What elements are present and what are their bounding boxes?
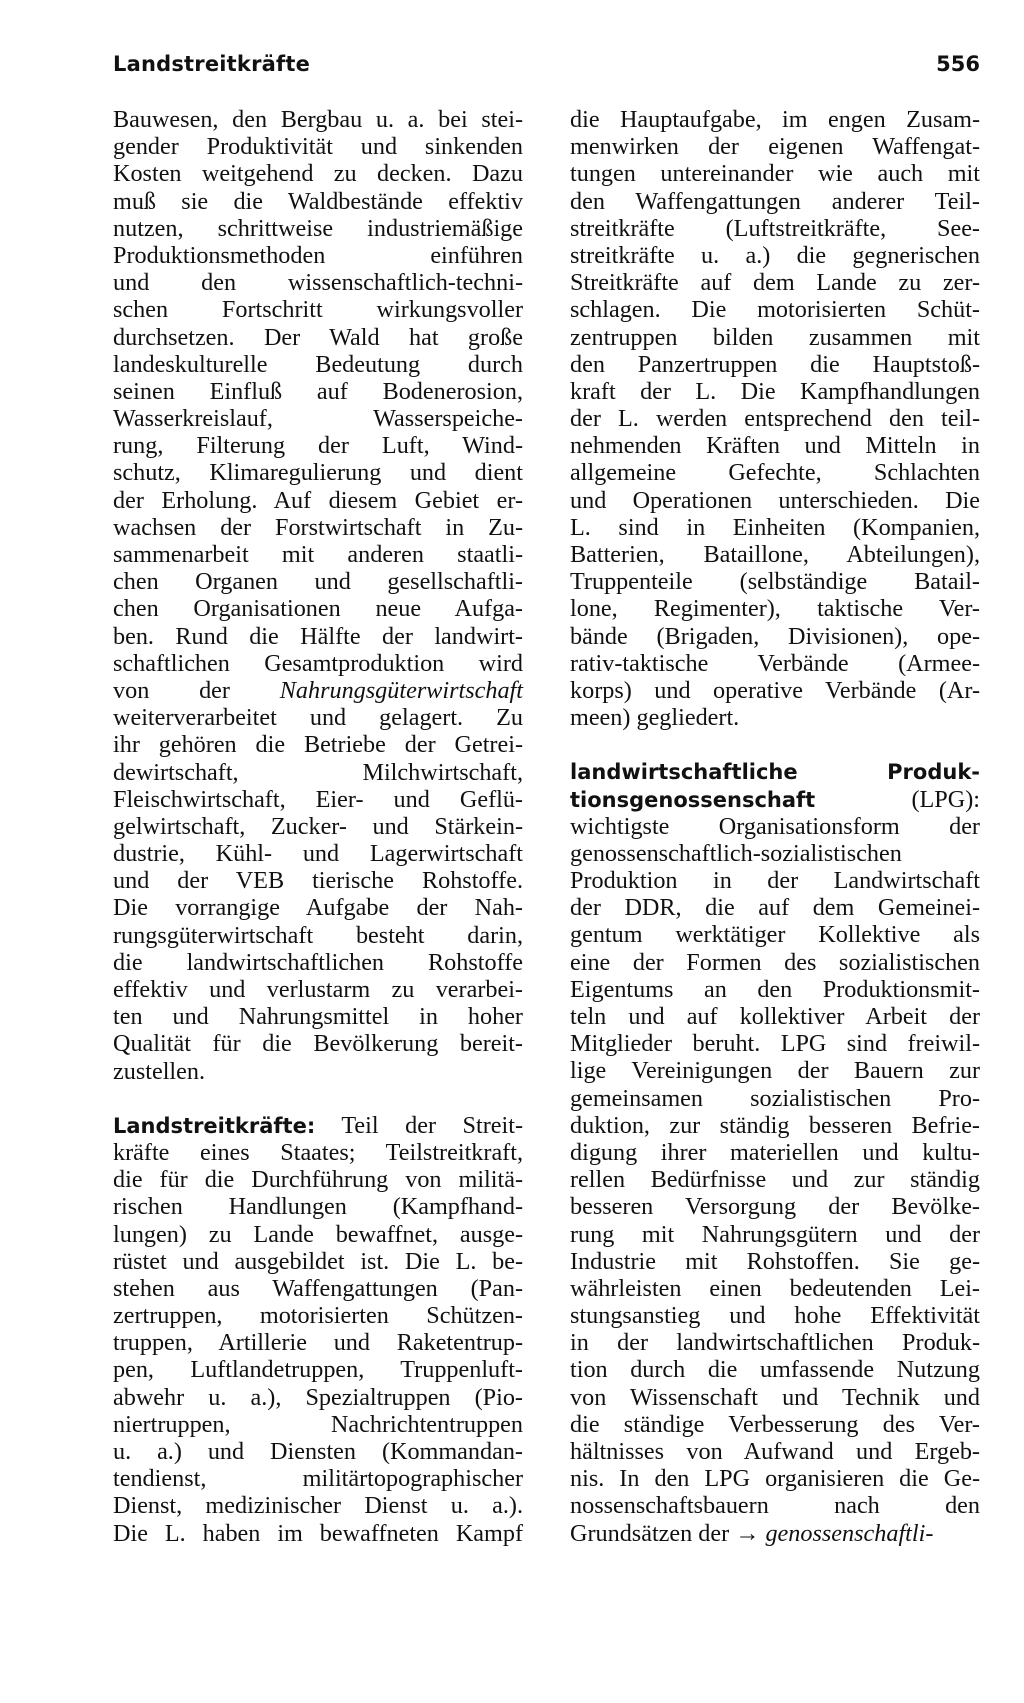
text-line: eine der Formen des sozialistischen bbox=[570, 948, 980, 976]
text-line: Truppenteile (selbständige Batail- bbox=[570, 568, 980, 596]
text-line: korps) und operative Verbände (Ar- bbox=[570, 676, 980, 704]
text-line: die ständige Verbesserung des Ver- bbox=[570, 1410, 980, 1438]
text-line: teln und auf kollektiver Arbeit der bbox=[570, 1003, 980, 1030]
text-block-landstreitkraefte-cont bbox=[570, 106, 980, 731]
text-line: rüstet und ausgebildet ist. Die L. be- bbox=[113, 1247, 523, 1275]
text-line: streitkräfte u. a.) die gegnerischen bbox=[570, 241, 980, 269]
text-line: meen) gegliedert. bbox=[570, 704, 740, 732]
text-line: nehmenden Kräften und Mitteln in bbox=[570, 432, 980, 460]
left-column bbox=[113, 106, 523, 1547]
text-line bbox=[570, 1520, 980, 1547]
text-line: sammenarbeit mit anderen staatli- bbox=[113, 541, 523, 568]
text-line: effektiv und verlustarm zu verarbei- bbox=[113, 976, 523, 1003]
running-head-title: Landstreitkräfte bbox=[113, 52, 311, 76]
text-line: Bauwesen, den Bergbau u. a. bei stei- bbox=[113, 106, 523, 133]
text-line: und den wissenschaftlich-techni- bbox=[113, 269, 523, 297]
text-line: dustrie, Kühl- und Lagerwirtschaft bbox=[113, 840, 523, 868]
text-line: stehen aus Waffengattungen (Pan- bbox=[113, 1274, 523, 1302]
text-line: dewirtschaft, Milchwirtschaft, bbox=[113, 758, 523, 786]
text-line: u. a.) und Diensten (Kommandan- bbox=[113, 1438, 523, 1465]
text-line: schaftlichen Gesamtproduktion wird bbox=[113, 649, 523, 677]
page-number: 556 bbox=[936, 52, 980, 76]
text-line: den Panzertruppen die Hauptstoß- bbox=[570, 350, 980, 378]
text-line: Wasserkreislauf, Wasserspeiche- bbox=[113, 405, 523, 433]
text-line: Batterien, Bataillone, Abteilungen), bbox=[570, 541, 980, 568]
text-line: Qualität für die Bevölkerung bereit- bbox=[113, 1030, 523, 1058]
text-line: genossenschaftlich-sozialistischen bbox=[570, 839, 902, 867]
text-line: kräfte eines Staates; Teilstreitkraft, bbox=[113, 1138, 523, 1166]
text-line: wichtigste Organisationsform der bbox=[570, 812, 980, 840]
text-line: nutzen, schrittweise industriemäßige bbox=[113, 214, 523, 242]
entry-first-line bbox=[113, 1112, 523, 1139]
cross-reference-term: Nahrungsgüterwirtschaft bbox=[279, 676, 523, 704]
text-line: wachsen der Forstwirtschaft in Zu- bbox=[113, 513, 523, 541]
cross-reference-term: genossenschaftli- bbox=[759, 1519, 934, 1547]
text-line: pen, Luftlandetruppen, Truppenluft- bbox=[113, 1356, 523, 1384]
text-line: menwirken der eigenen Waffengat- bbox=[570, 133, 980, 161]
text-line: hältnisses von Aufwand und Ergeb- bbox=[570, 1438, 980, 1465]
text-line: Mitglieder beruht. LPG sind freiwil- bbox=[570, 1030, 980, 1058]
text-line bbox=[113, 677, 523, 704]
text-line: tungen untereinander wie auch mit bbox=[570, 160, 980, 188]
text-line: der DDR, die auf dem Gemeinei- bbox=[570, 894, 980, 922]
text-line: ben. Rund die Hälfte der landwirt- bbox=[113, 622, 523, 650]
text-line: ten und Nahrungsmittel in hoher bbox=[113, 1003, 523, 1031]
text-block-forestry bbox=[113, 106, 523, 677]
text-line: Streitkräfte auf dem Lande zu zer- bbox=[570, 269, 980, 297]
text-line: durchsetzen. Der Wald hat große bbox=[113, 323, 523, 351]
text-line: truppen, Artillerie und Raketentrup- bbox=[113, 1329, 523, 1357]
text-line: kraft der L. Die Kampfhandlungen bbox=[570, 377, 980, 405]
text-line: zustellen. bbox=[113, 1057, 206, 1085]
text-line: und der VEB tierische Rohstoffe. bbox=[113, 867, 523, 895]
text-line: Die L. haben im bewaffneten Kampf bbox=[113, 1519, 523, 1547]
text-line: rungsgüterwirtschaft besteht darin, bbox=[113, 921, 523, 949]
text-line: die landwirtschaftlichen Rohstoffe bbox=[113, 948, 523, 976]
entry-headword-line bbox=[570, 786, 980, 813]
text-line: chen Organen und gesellschaftli- bbox=[113, 568, 523, 596]
text-line: die Hauptaufgabe, im engen Zusam- bbox=[570, 106, 980, 133]
text-block-landstreitkraefte bbox=[113, 1139, 523, 1547]
text-line: tion durch die umfassende Nutzung bbox=[570, 1356, 980, 1384]
text-line: der Erholung. Auf diesem Gebiet er- bbox=[113, 486, 523, 514]
text-line: duktion, zur ständig besseren Befrie- bbox=[570, 1111, 980, 1139]
text-line: lige Vereinigungen der Bauern zur bbox=[570, 1057, 980, 1085]
right-column bbox=[570, 106, 980, 1547]
text-line: streitkräfte (Luftstreitkräfte, See- bbox=[570, 214, 980, 242]
text-line: den Waffengattungen anderer Teil- bbox=[570, 187, 980, 215]
abbreviation: (LPG): bbox=[815, 785, 980, 813]
text-line: gelwirtschaft, Zucker- und Stärkein- bbox=[113, 812, 523, 840]
text-line: Produktion in der Landwirtschaft bbox=[570, 867, 980, 895]
text-line: lone, Regimenter), taktische Ver- bbox=[570, 595, 980, 623]
text-fragment: Grundsätzen der bbox=[570, 1519, 736, 1547]
text-line: nossenschaftsbauern nach den bbox=[570, 1492, 980, 1520]
text-line: digung ihrer materiellen und kultu- bbox=[570, 1138, 980, 1166]
text-line: und Operationen unterschieden. Die bbox=[570, 486, 980, 514]
text-line: rung mit Nahrungsgütern und der bbox=[570, 1220, 980, 1248]
text-line: Kosten weitgehend zu decken. Dazu bbox=[113, 160, 523, 188]
text-line: nis. In den LPG organisieren die Ge- bbox=[570, 1465, 980, 1493]
text-line: zertruppen, motorisierten Schützen- bbox=[113, 1302, 523, 1330]
text-line: besseren Versorgung der Bevölke- bbox=[570, 1193, 980, 1221]
text-fragment: von der bbox=[113, 676, 280, 704]
text-fragment: Teil der Streit- bbox=[315, 1111, 523, 1139]
text-line: rellen Bedürfnisse und zur ständig bbox=[570, 1166, 980, 1194]
text-line: bände (Brigaden, Divisionen), ope- bbox=[570, 622, 980, 650]
text-line: rischen Handlungen (Kampfhand- bbox=[113, 1193, 523, 1221]
text-line: Die vorrangige Aufgabe der Nah- bbox=[113, 894, 523, 922]
text-line: ihr gehören die Betriebe der Getrei- bbox=[113, 731, 523, 759]
text-line: gender Produktivität und sinkenden bbox=[113, 133, 523, 161]
text-line: stungsanstieg und hohe Effektivität bbox=[570, 1302, 980, 1330]
text-line: rativ-taktische Verbände (Armee- bbox=[570, 649, 980, 677]
arrow-icon: → bbox=[735, 1519, 760, 1547]
text-line: Dienst, medizinischer Dienst u. a.). bbox=[113, 1492, 523, 1520]
text-line: seinen Einfluß auf Bodenerosion, bbox=[113, 377, 523, 405]
text-line: gentum werktätiger Kollektive als bbox=[570, 921, 980, 949]
text-line: L. sind in Einheiten (Kompanien, bbox=[570, 513, 980, 541]
text-line: weiterverarbeitet und gelagert. Zu bbox=[113, 704, 523, 732]
text-line: allgemeine Gefechte, Schlachten bbox=[570, 459, 980, 487]
text-line: Produktionsmethoden einführen bbox=[113, 241, 523, 269]
text-line: rung, Filterung der Luft, Wind- bbox=[113, 432, 523, 460]
text-line: Industrie mit Rohstoffen. Sie ge- bbox=[570, 1247, 980, 1275]
text-line: schen Fortschritt wirkungsvoller bbox=[113, 296, 523, 324]
text-block-lpg bbox=[570, 813, 980, 1520]
text-line: Fleischwirtschaft, Eier- und Geflü- bbox=[113, 785, 523, 813]
text-line: chen Organisationen neue Aufga- bbox=[113, 595, 523, 623]
entry-headword-lpg-cont: tionsgenossenschaft bbox=[570, 787, 816, 812]
text-line: landeskulturelle Bedeutung durch bbox=[113, 350, 523, 378]
text-line: muß sie die Waldbestände effektiv bbox=[113, 187, 523, 215]
text-line: Eigentums an den Produktionsmit- bbox=[570, 975, 980, 1003]
text-line: abwehr u. a.), Spezialtruppen (Pio- bbox=[113, 1383, 523, 1411]
text-line: schutz, Klimaregulierung und dient bbox=[113, 459, 523, 487]
text-block-food-industry bbox=[113, 704, 523, 1085]
text-line: tendienst, militärtopographischer bbox=[113, 1465, 523, 1493]
entry-headword-lpg: landwirtschaftliche Produk- bbox=[570, 760, 980, 785]
text-line: schlagen. Die motorisierten Schüt- bbox=[570, 296, 980, 324]
text-line: lungen) zu Lande bewaffnet, ausge- bbox=[113, 1220, 523, 1248]
text-line: von Wissenschaft und Technik und bbox=[570, 1383, 980, 1411]
entry-headword-line bbox=[570, 758, 980, 785]
entry-headword-landstreitkraefte: Landstreitkräfte: bbox=[113, 1113, 316, 1138]
text-line: die für die Durchführung von militä- bbox=[113, 1166, 523, 1194]
text-line: währleisten einen bedeutenden Lei- bbox=[570, 1274, 980, 1302]
text-line: gemeinsamen sozialistischen Pro- bbox=[570, 1084, 980, 1112]
text-line: der L. werden entsprechend den teil- bbox=[570, 405, 980, 433]
text-line: niertruppen, Nachrichtentruppen bbox=[113, 1410, 523, 1438]
text-line: zentruppen bilden zusammen mit bbox=[570, 323, 980, 351]
text-line: in der landwirtschaftlichen Produk- bbox=[570, 1329, 980, 1357]
